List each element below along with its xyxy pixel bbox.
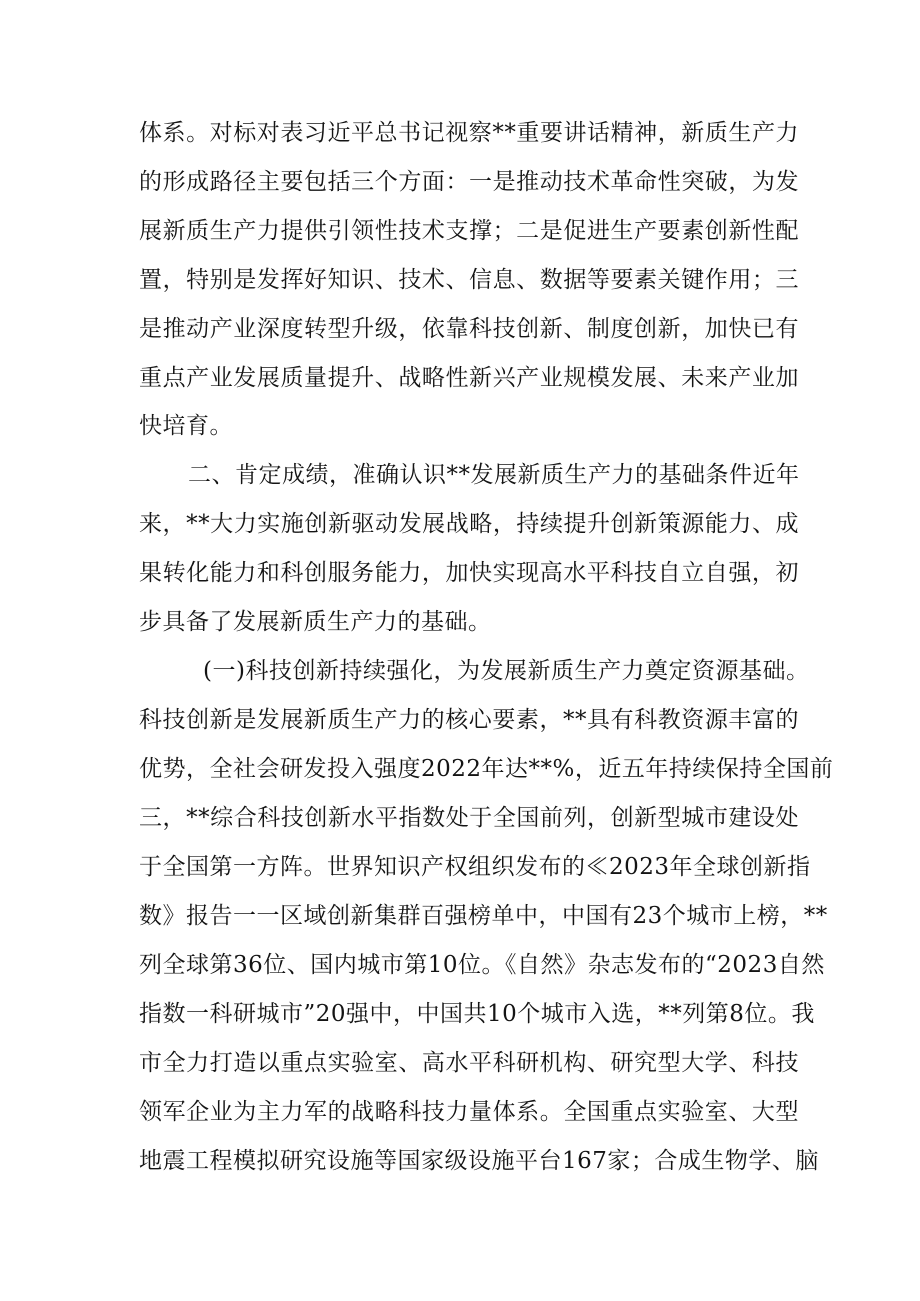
text-line: 步具备了发展新质生产力的基础。 xyxy=(139,609,492,635)
text-line: 是推动产业深度转型升级，依靠科技创新、制度创新，加快已有 xyxy=(139,316,799,342)
text-line: 市全力打造以重点实验室、高水平科研机构、研究型大学、科技 xyxy=(139,1050,799,1076)
subsection-heading-line: (一)科技创新持续强化，为发展新质生产力奠定资源基础。 xyxy=(203,658,810,684)
text-line: 来，**大力实施创新驱动发展战略，持续提升创新策源能力、成 xyxy=(139,511,799,537)
text-line: 科技创新是发展新质生产力的核心要素，**具有科教资源丰富的 xyxy=(139,707,799,733)
section-heading-line: 二、肯定成绩，准确认识**发展新质生产力的基础条件近年 xyxy=(188,462,800,488)
text-line: 置，特别是发挥好知识、技术、信息、数据等要素关键作用；三 xyxy=(139,267,799,293)
text-line: 三，**综合科技创新水平指数处于全国前列，创新型城市建设处 xyxy=(139,805,799,831)
text-line: 果转化能力和科创服务能力，加快实现高水平科技自立自强，初 xyxy=(139,560,799,586)
text-line: 体系。对标对表习近平总书记视察**重要讲话精神，新质生产力 xyxy=(139,120,799,146)
text-line: 快培育。 xyxy=(139,413,233,439)
text-line: 领军企业为主力军的战略科技力量体系。全国重点实验室、大型 xyxy=(139,1099,799,1125)
text-line: 的形成路径主要包括三个方面：一是推动技术革命性突破，为发 xyxy=(139,169,799,195)
text-line: 重点产业发展质量提升、战略性新兴产业规模发展、未来产业加 xyxy=(139,365,799,391)
text-line: 优势，全社会研发投入强度2022年达**%，近五年持续保持全国前 xyxy=(139,756,834,782)
text-line: 地震工程模拟研究设施等国家级设施平台167家；合成生物学、脑 xyxy=(139,1148,819,1174)
text-line: 数》报告一一区域创新集群百强榜单中，中国有23个城市上榜，** xyxy=(139,903,828,929)
text-line: 展新质生产力提供引领性技术支撑；二是促进生产要素创新性配 xyxy=(139,218,799,244)
text-line: 指数一科研城市”20强中，中国共10个城市入选，**列第8位。我 xyxy=(139,1001,815,1027)
text-line: 列全球第36位、国内城市第10位。《自然》杂志发布的“2023自然 xyxy=(139,952,825,978)
text-line: 于全国第一方阵。世界知识产权组织发布的≪2023年全球创新指 xyxy=(139,854,811,880)
